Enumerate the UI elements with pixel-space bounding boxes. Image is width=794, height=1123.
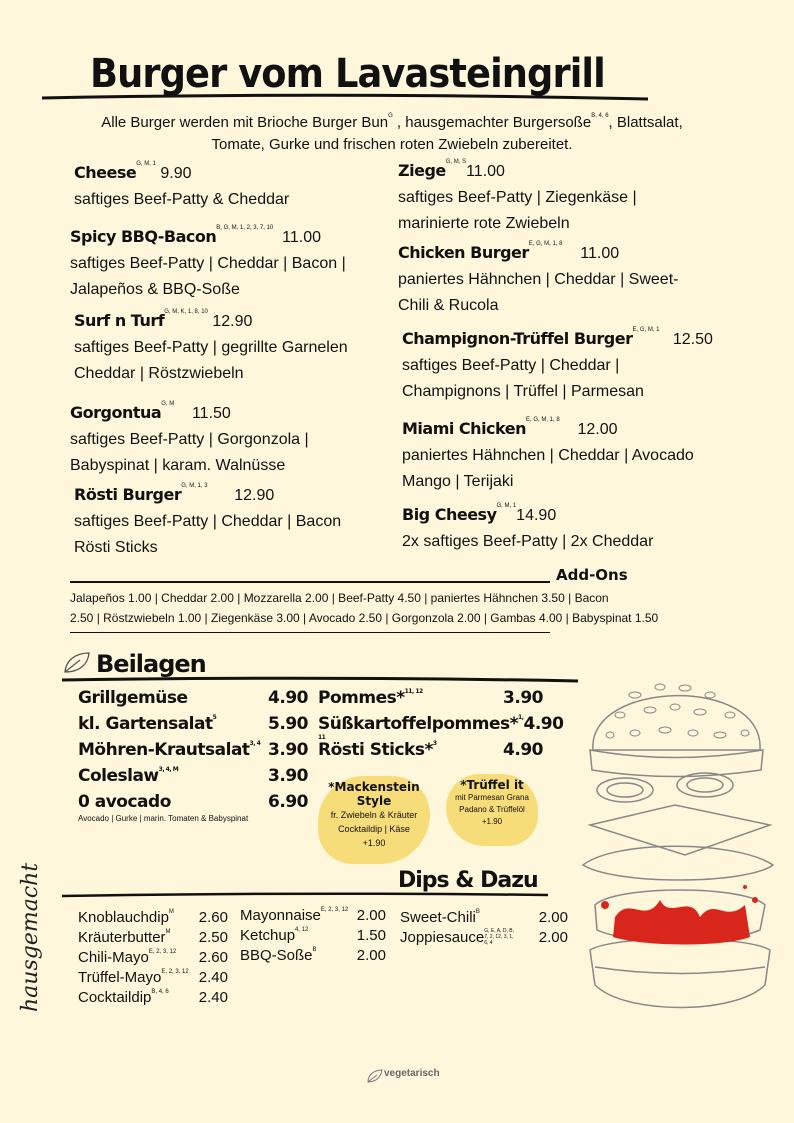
avocado-description: Avocado | Gurke | marin. Tomaten & Babyspinat <box>78 814 249 823</box>
side-item: Rösti Sticks*$^3$ 4.90 <box>318 740 543 760</box>
mackenstein-style-badge: *Mackenstein Style fr. Zwiebeln & Kräuter Cocktaildip | Käse +1.90 <box>318 776 430 864</box>
dips-title: Dips & Dazu <box>398 868 538 893</box>
title-underline <box>40 90 650 104</box>
leaf-icon <box>62 650 92 676</box>
dip-item: Joppiesauce$^{G, E, A, D, B, 7, 2, 12, 3, 1, 6, 4}$ 2.00 <box>400 928 568 946</box>
side-item: Pommes*$^{11, 12}$ 3.90 <box>318 688 543 708</box>
hausgemacht-label: hausgemacht <box>18 862 43 1012</box>
burger-item: Miami Chicken$^{E, G, M, 1, 8}$ 12.00 paniertes Hähnchen | Cheddar | Avocado Mango | Terijaki <box>402 417 694 490</box>
dip-item: Sweet-Chili$^B$ 2.00 <box>400 909 568 926</box>
page-title: Burger vom Lavasteingrill <box>90 51 605 97</box>
addons-line-2: 2.50 | Röstzwiebeln 1.00 | Ziegenkäse 3.00 | Avocado 2.50 | Gorgonzola 2.00 | Gambas 4.00 | Babyspinat 1.50 <box>70 611 659 625</box>
dip-item: Kräuterbutter$^M$ 2.50 <box>78 929 228 946</box>
dips-underline <box>60 890 550 900</box>
sides-right <box>318 688 564 766</box>
addons-divider-top <box>70 581 550 583</box>
dip-item: Mayonnaise$^{E, 2, 3, 12}$ 2.00 <box>240 907 386 924</box>
intro-line-1: Alle Burger werden mit Brioche Burger Bun$^G$ , hausgemachter Burgersoße$^{B, 4, 6}$, Blattsalat, <box>101 113 683 131</box>
addons-title: Add-Ons <box>556 566 628 584</box>
dip-item: Ketchup$^{4, 12}$ 1.50 <box>240 927 386 944</box>
beilagen-underline <box>60 675 580 685</box>
burger-illustration <box>575 655 780 1040</box>
burger-item: Ziege$^{G, M, S}$11.00 saftiges Beef-Patty | Ziegenkäse | marinierte rote Zwiebeln <box>398 159 637 232</box>
addons-line-1: Jalapeños 1.00 | Cheddar 2.00 | Mozzarella 2.00 | Beef-Patty 4.50 | paniertes Hähnchen 3.50 | Bacon <box>70 591 609 605</box>
burger-item: Gorgontua$^{G, M}$ 11.50 saftiges Beef-Patty | Gorgonzola | Babyspinat | karam. Walnüsse <box>70 401 309 474</box>
dip-item: BBQ-Soße$^B$ 2.00 <box>240 947 386 964</box>
trueffel-it-badge: *Trüffel it mit Parmesan Grana Padano & Trüffelöl +1.90 <box>446 774 538 846</box>
side-item: Coleslaw$^{3, 4, M}$ 3.90 <box>78 766 308 786</box>
burger-item: Champignon-Trüffel Burger$^{E, G, M, 1}$ 12.50 saftiges Beef-Patty | Cheddar | Champignons | Trüffel | Parmesan <box>402 327 713 400</box>
dip-item: Trüffel-Mayo$^{E, 2, 3, 12}$ 2.40 <box>78 969 228 986</box>
burger-item: Big Cheesy$^{G, M, 1}$14.90 2x saftiges Beef-Patty | 2x Cheddar <box>402 503 654 550</box>
vegetarisch-leaf-icon <box>366 1068 384 1084</box>
side-item: kl. Gartensalat$^5$ 5.90 <box>78 714 308 734</box>
burger-item: Chicken Burger$^{E, G, M, 1, 8}$ 11.00 paniertes Hähnchen | Cheddar | Sweet- Chili & Rucola <box>398 241 679 314</box>
intro-line-2: Tomate, Gurke und frischen roten Zwiebeln zubereitet. <box>211 136 573 153</box>
burger-item: Spicy BBQ-Bacon$^{B, G, M, 1, 2, 3, 7, 10}$ 11.00 saftiges Beef-Patty | Cheddar | Bacon | Jalapeños & BBQ-Soße <box>70 225 346 298</box>
burger-list-left <box>74 160 384 228</box>
burger-item: Rösti Burger$^{G, M, 1, 3}$ 12.90 saftiges Beef-Patty | Cheddar | Bacon Rösti Sticks <box>74 483 342 556</box>
dip-item: Knoblauchdip$^M$ 2.60 <box>78 909 228 926</box>
dips-col-2 <box>240 906 386 966</box>
dip-item: Cocktaildip$^{B, 4, 6}$ 2.40 <box>78 989 228 1006</box>
side-item: Grillgemüse 4.90 <box>78 688 308 708</box>
dips-col-1 <box>78 908 228 1008</box>
burger-item: Cheese$^{G, M, 1}$ 9.90 saftiges Beef-Patty & Cheddar <box>74 161 290 208</box>
vegetarisch-label: vegetarisch <box>384 1068 440 1079</box>
addons-divider-bottom <box>70 632 550 633</box>
dips-col-3 <box>400 908 568 948</box>
sides-left <box>78 688 308 824</box>
burger-item: Surf n Turf$^{G, M, K, 1, 8, 10}$ 12.90 saftiges Beef-Patty | gegrillte Garnelen Cheddar | Röstzwiebeln <box>74 309 348 382</box>
beilagen-title: Beilagen <box>96 650 206 678</box>
side-item: 0 avocado 6.90 <box>78 792 308 812</box>
side-item: Süßkartoffelpommes*$^{1, 11}$ 4.90 <box>318 714 564 741</box>
side-item: Möhren-Krautsalat$^{3, 4}$ 3.90 <box>78 740 308 760</box>
dip-item: Chili-Mayo$^{E, 2, 3, 12}$ 2.60 <box>78 949 228 966</box>
